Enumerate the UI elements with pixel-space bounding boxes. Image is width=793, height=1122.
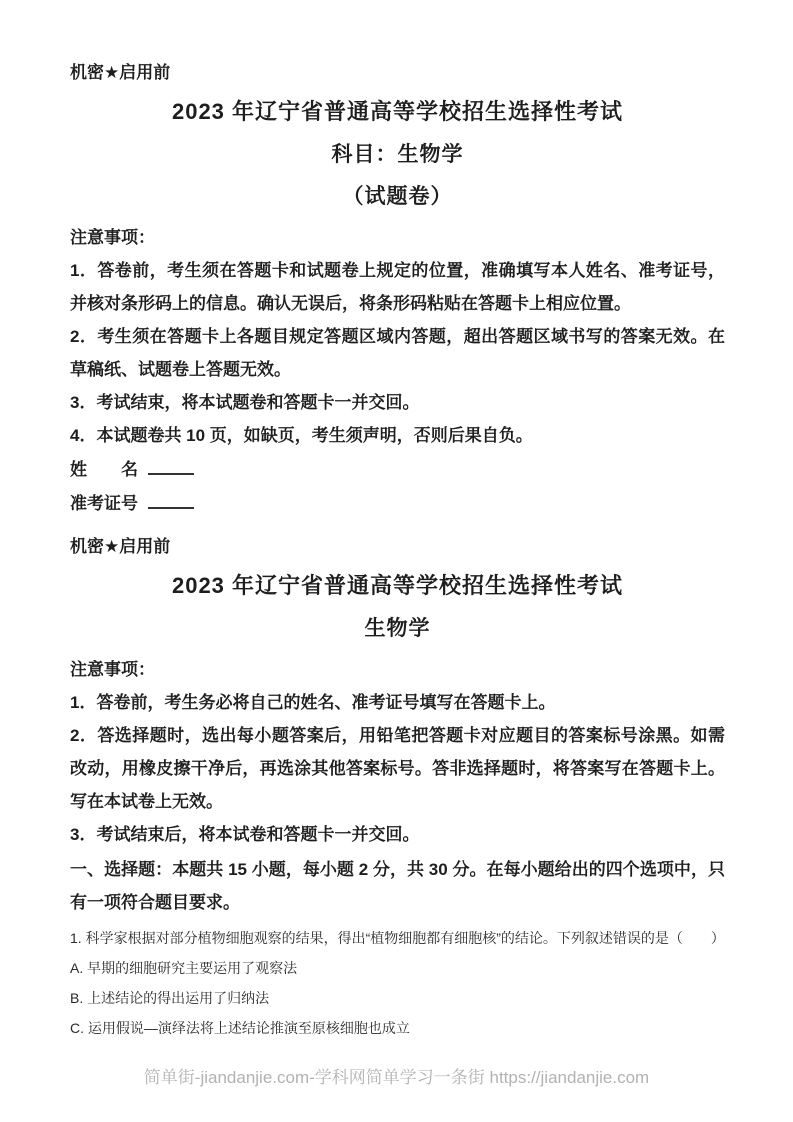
exam-title-cover: 2023 年辽宁省普通高等学校招生选择性考试	[171, 99, 624, 124]
inner-notice-heading: 注意事项：	[70, 660, 155, 679]
classification-label-top: 机密★启用前	[70, 63, 171, 82]
exam-id-field-line	[70, 487, 725, 520]
inner-notice-3: 3．考试结束后，将本试卷和答题卡一并交回。	[70, 825, 420, 844]
name-field-line	[70, 453, 725, 486]
cover-notice-1: 1．答卷前，考生须在答题卡和试题卷上规定的位置，准确填写本人姓名、准考证号，并核对条形码上的信息。确认无误后，将条形码粘贴在答题卡上相应位置。	[70, 261, 725, 313]
section-1-heading: 一、选择题：本题共 15 小题，每小题 2 分，共 30 分。在每小题给出的四个选项中，只有一项符合题目要求。	[70, 860, 725, 912]
exam-id-blank-line	[148, 495, 194, 509]
question-1-option-c: C. 运用假说—演绎法将上述结论推演至原核细胞也成立	[70, 1020, 410, 1036]
inner-notice-1: 1．答卷前，考生务必将自己的姓名、准考证号填写在答题卡上。	[70, 693, 556, 712]
subject-title: 生物学	[364, 617, 431, 640]
name-blank-line	[148, 461, 194, 475]
question-1-option-b: B. 上述结论的得出运用了归纳法	[70, 990, 270, 1006]
cover-notice-2: 2．考生须在答题卡上各题目规定答题区域内答题，超出答题区域书写的答案无效。在草稿纸、试题卷上答题无效。	[70, 327, 725, 379]
subject-line: 科目：生物学	[331, 143, 464, 166]
classification-label-inner: 机密★启用前	[70, 537, 171, 556]
question-1-text: 1. 科学家根据对部分植物细胞观察的结果，得出“植物细胞都有细胞核”的结论。下列叙述错误的是（ ）	[70, 930, 725, 946]
question-1-option-a: A. 早期的细胞研究主要运用了观察法	[70, 960, 298, 976]
inner-notice-2: 2．答选择题时，选出每小题答案后，用铅笔把答题卡对应题目的答案标号涂黑。如需改动，用橡皮擦干净后，再选涂其他答案标号。答非选择题时，将答案写在答题卡上。写在本试卷上无效。	[70, 726, 725, 811]
cover-notice-heading: 注意事项：	[70, 228, 155, 247]
name-label: 姓 名	[70, 460, 138, 479]
site-watermark-footer: 简单街-jiandanjie.com-学科网简单学习一条街 https://jiandanjie.com	[143, 1068, 650, 1087]
cover-notice-4: 4．本试题卷共 10 页，如缺页，考生须声明，否则后果自负。	[70, 426, 533, 445]
paper-type: （试题卷）	[342, 185, 453, 208]
exam-title-inner: 2023 年辽宁省普通高等学校招生选择性考试	[171, 573, 624, 598]
cover-notice-3: 3．考试结束，将本试题卷和答题卡一并交回。	[70, 393, 420, 412]
exam-id-label: 准考证号	[70, 494, 138, 513]
